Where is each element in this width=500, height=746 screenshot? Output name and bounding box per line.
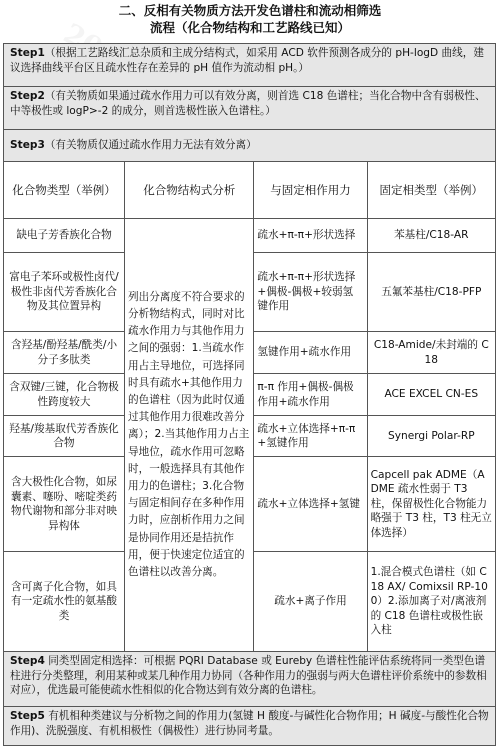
header-stationary-phase: 固定相类型（举例） [367,162,495,219]
stationary-phase-cell: Capcell pak ADME（ADME 疏水性弱于 T3 柱，保留极性化合物能力略强于 T3 柱，T3 柱无立体选择） [367,457,495,552]
step4-label: Step4 [10,655,45,667]
stationary-phase-cell: 五氟苯基柱/C18-PFP [367,253,495,332]
structure-analysis-cell: 列出分离度不符合要求的分析物结构式，同时对比疏水作用力与其他作用力之间的强弱：1.当疏水作用占主导地位，可选择同时具有疏水+其他作用力的色谱柱（因为此时仅通过其他作用力很难改善分离）；2.当其他作用力占主导地位，疏水作用可忽略时，一般选择具有其他作用力的色谱柱；3.化合物与固定相间存在多种作用力时，应剖析作用力之间是协同作用还是拮抗作用，便于快速定位适宜的色谱柱以改善分离。 [125,219,254,652]
step3-text: （有关物质仅通过疏水作用力无法有效分离） [44,139,257,151]
step3-label: Step3 [10,139,45,151]
header-compound-type: 化合物类型（举例） [4,162,125,219]
step2-text: （有关物质如果通过疏水作用力可以有效分离，则首选 C18 色谱柱；当化合物中含有弱极性、中等极性或 logP>-2 的成分，则首选极性嵌入色谱柱。） [10,90,486,117]
step2-label: Step2 [10,90,45,102]
interaction-force-cell: 氢键作用+疏水作用 [254,332,367,374]
header-interaction-force: 与固定相作用力 [254,162,367,219]
stationary-phase-cell: ACE EXCEL CN-ES [367,374,495,416]
stationary-phase-cell: Synergi Polar-RP [367,416,495,457]
compound-type-cell: 含双键/三键，化合物极性跨度较大 [4,374,125,416]
column-selection-table [3,161,496,652]
workflow-frame [3,43,496,746]
interaction-force-cell: 疏水+π-π+形状选择+偶极-偶极+较弱氢键作用 [254,253,367,332]
page-title [0,2,500,36]
step1-text: （根据工艺路线汇总杂质和主成分结构式，如采用 ACD 软件预测各成分的 pH-logD 曲线，建议选择曲线平台区且疏水性存在差异的 pH 值作为流动相 pH。） [10,47,484,74]
title-line-1: 二、反相有关物质方法开发色谱柱和流动相筛选 [118,3,382,18]
interaction-force-cell: π-π 作用+偶极-偶极作用+疏水作用 [254,374,367,416]
stationary-phase-cell: 苯基柱/C18-AR [367,219,495,253]
title-line-2: 流程（化合物结构和工艺路线已知） [149,20,350,35]
compound-type-cell: 富电子苯环或极性卤代/极性非卤代芳香族化合物及其位置异构 [4,253,125,332]
header-structure-analysis: 化合物结构式分析 [125,162,254,219]
stationary-phase-cell: C18-Amide/未封端的 C18 [367,332,495,374]
step5-text: 有机相种类建议与分析物之间的作用力(氢键 H 酸度-与碱性化合物作用；H 碱度-与酸性化合物作用)、洗脱强度、有机相极性（偶极性）进行协同考量。 [10,710,489,737]
compound-type-cell: 含可离子化合物，如具有一定疏水性的氨基酸类 [4,552,125,652]
step1-label: Step1 [10,47,45,59]
stationary-phase-cell: 1.混合模式色谱柱（如 C18 AX/ Comixsil RP-100）2.添加离子对/离液剂的 C18 色谱柱或极性嵌入柱 [367,552,495,652]
step2-band [3,86,496,129]
step4-band [3,652,496,706]
compound-type-cell: 羟基/羧基取代芳香族化合物 [4,416,125,457]
step3-band [3,129,496,161]
interaction-force-cell: 疏水+π-π+形状选择 [254,219,367,253]
table-row [4,219,496,253]
interaction-force-cell: 疏水+立体选择+π-π+氢键作用 [254,416,367,457]
step5-band [3,706,496,746]
compound-type-cell: 含羟基/酚羟基/酰类/小分子多肽类 [4,332,125,374]
compound-type-cell: 缺电子芳香族化合物 [4,219,125,253]
interaction-force-cell: 疏水+立体选择+氢键 [254,457,367,552]
table-header-row [4,162,496,219]
step5-label: Step5 [10,710,45,722]
interaction-force-cell: 疏水+离子作用 [254,552,367,652]
compound-type-cell: 含大极性化合物，如尿囊素、噻吩、嘧啶类药物代谢物和部分非对映异构体 [4,457,125,552]
step4-text: 同类型固定相选择：可根据 PQRI Database 或 Eureby 色谱柱性能评估系统将同一类型色谱柱进行分类整理，利用某种或某几种作用力协同（各种作用力的强弱与两大色谱柱评价系统中的参数相对应），优选最可能使疏水性相似的化合物达到有效分离的色谱柱。 [10,655,487,696]
step1-band [3,43,496,86]
